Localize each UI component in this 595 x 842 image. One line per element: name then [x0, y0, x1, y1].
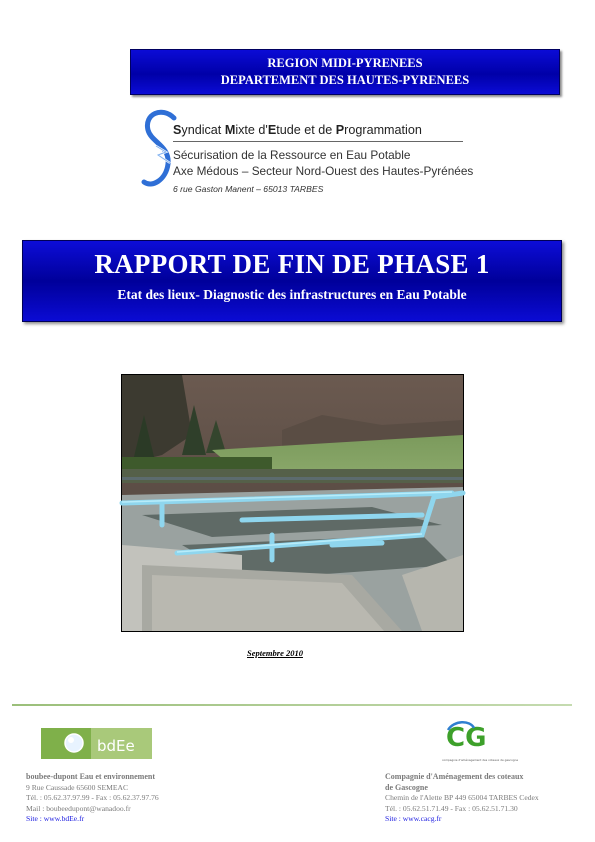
report-title-banner: [22, 240, 562, 322]
water-treatment-photo: [121, 374, 464, 632]
cacg-phone-fax: Tél. : 05.62.51.71.49 - Fax : 05.62.51.71.30: [385, 803, 518, 813]
bdee-site-link[interactable]: Site : www.bdEe.fr: [26, 814, 85, 823]
bdee-contact-block: [26, 772, 159, 825]
cacg-logo-caption: compagnie d'aménagement des coteaux de gascogne: [442, 758, 519, 762]
cacg-company-name-line2: de Gascogne: [385, 782, 428, 792]
syndicat-sector-line: Axe Médous – Secteur Nord-Ouest des Hautes-Pyrénées: [173, 164, 474, 178]
water-treatment-photo-image: [122, 375, 463, 631]
syndicat-name-part: tude et de: [276, 123, 336, 137]
cacg-company-name-line1: Compagnie d'Aménagement des coteaux: [385, 772, 524, 781]
region-title: REGION MIDI-PYRENEES: [267, 56, 423, 70]
report-title: RAPPORT DE FIN DE PHASE 1: [94, 249, 490, 279]
cacg-site-link[interactable]: Site : www.cacg.fr: [385, 814, 442, 823]
syndicat-name-initial-p: P: [335, 123, 345, 137]
bdee-logo: [41, 728, 152, 759]
region-header-banner: [130, 49, 560, 95]
syndicat-name-initial-s: S: [173, 123, 182, 137]
footer-divider: [12, 704, 572, 706]
bdee-address: 9 Rue Caussade 65600 SEMEAC: [26, 782, 129, 792]
department-title: DEPARTEMENT DES HAUTES-PYRENEES: [220, 73, 470, 87]
bdee-logo-text: bdEe: [97, 737, 135, 755]
report-date: Septembre 2010: [247, 648, 303, 658]
syndicat-address: 6 rue Gaston Manent – 65013 TARBES: [173, 184, 324, 194]
cacg-logo: [440, 716, 519, 766]
cacg-logo-text: CG: [446, 723, 487, 753]
bdee-phone-fax: Tél. : 05.62.37.97.99 - Fax : 05.62.37.97.76: [26, 793, 159, 802]
syndicat-name-part: yndicat: [181, 123, 225, 137]
syndicat-name: [173, 123, 422, 137]
bdee-company-name: boubee-dupont Eau et environnement: [26, 772, 155, 781]
syndicat-name-part: ixte d': [235, 123, 268, 137]
syndicat-mission-line: Sécurisation de la Ressource en Eau Potable: [173, 148, 411, 162]
bdee-mail: Mail : boubeedupont@wanadoo.fr: [26, 803, 131, 813]
report-subtitle: Etat des lieux- Diagnostic des infrastructures en Eau Potable: [117, 287, 467, 302]
syndicat-name-initial-m: M: [224, 123, 236, 137]
cacg-contact-block: [385, 772, 539, 825]
logo-divider: [173, 141, 463, 142]
syndicat-logo: [140, 108, 480, 203]
cacg-address: Chemin de l'Alette BP 449 65004 TARBES Cedex: [385, 793, 539, 802]
syndicat-name-initial-e: E: [267, 123, 277, 137]
syndicat-name-part: rogrammation: [344, 123, 422, 137]
